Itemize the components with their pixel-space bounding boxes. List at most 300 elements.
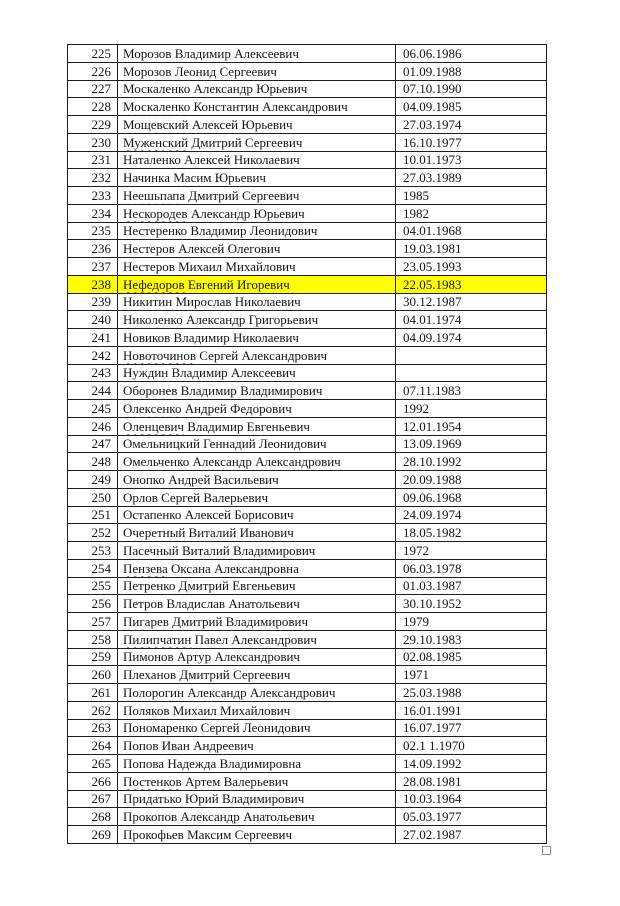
name-word: Алексеевич [230,365,296,381]
row-number-cell: 244 [68,382,118,400]
name-word: Муженский [123,134,189,150]
birthdate-cell: 24.09.1974 [396,506,547,524]
person-name-cell [118,400,396,418]
birthdate-cell: 29.10.1983 [396,630,547,648]
table-row [68,45,547,63]
birthdate-cell: 30.12.1987 [396,293,547,311]
person-name-cell [118,151,396,169]
name-word: Геннадий [203,436,256,452]
name-word: Александрович [249,684,336,700]
table-row [68,648,547,666]
name-word: Дмитрий [188,187,239,203]
name-word: Евгений [187,276,234,292]
birthdate-cell: 1979 [396,613,547,631]
name-word: Андрей [168,471,211,487]
name-word: Владимирович [221,791,305,807]
table-row [68,133,547,151]
person-name-cell [118,826,396,844]
row-number-cell: 240 [68,311,118,329]
person-name-cell [118,701,396,719]
table-row [68,577,547,595]
name-word: Федорович [230,400,292,416]
person-name-cell [118,772,396,790]
name-word: Виталий [188,525,237,541]
birthdate-cell: 02.1 1.1970 [396,737,547,755]
name-word: Юрьевич [256,81,308,97]
row-number-cell: 233 [68,187,118,205]
name-word: Артур [176,649,212,665]
name-word: Алексеевич [234,45,299,61]
row-number-cell: 235 [68,222,118,240]
birthdate-cell: 1992 [396,400,547,418]
table-row [68,542,547,560]
row-number-cell: 251 [68,506,118,524]
name-word: Валерьевич [223,773,289,789]
row-number-cell: 269 [68,826,118,844]
row-number-cell: 230 [68,133,118,151]
person-name-cell [118,311,396,329]
name-word: Александр [187,684,247,700]
name-word: Михаил [172,702,217,718]
row-number-cell: 238 [68,275,118,293]
person-name-cell [118,62,396,80]
birthdate-cell: 04.09.1974 [396,329,547,347]
birthdate-cell: 1985 [396,187,547,205]
name-word: Леонидович [249,223,318,239]
birthdate-cell [396,364,547,382]
birthdate-cell: 01.03.1987 [396,577,547,595]
person-name-cell [118,417,396,435]
name-word: Артем [184,773,221,789]
name-word: Онопко [123,471,165,487]
name-word: Неешьпапа [123,187,186,203]
person-name-cell [118,453,396,471]
birthdate-cell: 07.10.1990 [396,80,547,98]
name-word: Пензева [123,560,168,576]
name-word: Сергеевич [241,187,300,203]
name-word: Сергеевич [232,667,291,683]
name-word: Нестеренко [123,223,188,239]
name-word: Владимир [190,223,247,239]
person-name-cell [118,666,396,684]
row-number-cell: 225 [68,45,118,63]
table-body [68,45,547,844]
name-word: Борисович [234,507,294,523]
name-word: Морозов [123,45,172,61]
table-resize-handle-icon[interactable] [542,846,551,855]
table-row [68,275,547,293]
name-word: Мощевский [123,116,189,132]
name-word: Павел [194,631,229,647]
person-name-cell [118,364,396,382]
birthdate-cell: 1971 [396,666,547,684]
person-name-cell [118,577,396,595]
table-row [68,524,547,542]
name-word: Начинка [123,170,170,186]
row-number-cell: 256 [68,595,118,613]
person-name-cell [118,275,396,293]
name-word: Плеханов [123,667,177,683]
name-word: Постенков [123,773,182,789]
birthdate-cell: 28.08.1981 [396,772,547,790]
table-row [68,382,547,400]
name-word: Юрьевич [253,205,305,221]
table-row [68,169,547,187]
name-word: Александр [185,312,246,328]
name-word: Москаленко [123,99,191,115]
row-number-cell: 257 [68,613,118,631]
name-word: Юрий [184,791,219,807]
name-word: Игоревич [236,276,290,292]
name-word: Нескородев [123,205,188,221]
birthdate-cell: 06.06.1986 [396,45,547,63]
person-name-cell [118,435,396,453]
row-number-cell: 234 [68,204,118,222]
name-word: Очеретный [123,525,186,541]
name-word: Пилипчатин [123,631,192,647]
row-number-cell: 265 [68,755,118,773]
person-name-cell [118,630,396,648]
name-word: Владимирович [225,613,308,629]
birthdate-cell: 16.07.1977 [396,719,547,737]
name-word: Оленцевич [123,418,184,434]
name-word: Михайлович [225,258,296,274]
table-row [68,346,547,364]
person-name-cell [118,222,396,240]
person-name-cell [118,506,396,524]
name-word: Александрович [214,649,300,665]
birthdate-cell: 16.01.1991 [396,701,547,719]
row-number-cell: 239 [68,293,118,311]
name-word: Петров [123,596,164,612]
row-number-cell: 263 [68,719,118,737]
name-word: Владимировна [219,755,302,771]
birthdate-cell: 20.09.1988 [396,471,547,489]
name-word: Максим [187,826,232,842]
birthdate-cell: 04.09.1985 [396,98,547,116]
name-word: Александр [193,81,253,97]
name-word: Пигарев [123,613,169,629]
name-word: Михаил [178,258,223,274]
name-word: Алексей [184,152,231,168]
name-word: Сергеевич [244,134,303,150]
birthdate-cell: 13.09.1969 [396,435,547,453]
person-name-cell [118,471,396,489]
birthdate-cell: 18.05.1982 [396,524,547,542]
name-word: Михайлович [220,702,291,718]
person-name-cell [118,258,396,276]
row-number-cell: 246 [68,417,118,435]
name-word: Москаленко [123,81,191,97]
name-word: Придатько [123,791,182,807]
table-row [68,240,547,258]
table-row [68,187,547,205]
row-number-cell: 258 [68,630,118,648]
table-row [68,293,547,311]
person-name-cell [118,595,396,613]
name-word: Остапенко [123,507,182,523]
person-name-cell [118,187,396,205]
name-word: Александр [180,809,240,825]
name-word: Попова [123,755,165,771]
row-number-cell: 268 [68,808,118,826]
name-word: Омельченко [123,454,190,470]
table-row [68,666,547,684]
row-number-cell: 262 [68,701,118,719]
name-word: Александровна [214,560,299,576]
birthdate-cell: 14.09.1992 [396,755,547,773]
row-number-cell: 242 [68,346,118,364]
row-number-cell: 237 [68,258,118,276]
name-word: Олексенко [123,400,182,416]
name-word: Николаевич [232,329,299,345]
person-name-cell [118,240,396,258]
birthdate-cell: 07.11.1983 [396,382,547,400]
name-word: Сергеевич [219,63,277,79]
name-word: Григорьевич [248,312,319,328]
table-row [68,772,547,790]
table-row [68,595,547,613]
table-row [68,116,547,134]
row-number-cell: 231 [68,151,118,169]
row-number-cell: 243 [68,364,118,382]
name-word: Масим [173,170,212,186]
name-word: Поляков [123,702,170,718]
name-word: Леонидович [258,436,327,452]
person-name-cell [118,524,396,542]
birthdate-cell: 16.10.1977 [396,133,547,151]
person-name-cell [118,488,396,506]
person-name-cell [118,116,396,134]
name-word: Владимирович [233,542,316,558]
row-number-cell: 229 [68,116,118,134]
table-row [68,826,547,844]
name-word: Юрьевич [214,170,266,186]
name-word: Нестеров [123,241,175,257]
birthdate-cell: 19.03.1981 [396,240,547,258]
table-row [68,453,547,471]
name-word: Иван [161,738,190,754]
person-name-cell [118,808,396,826]
name-word: Никитин [123,294,173,310]
name-word: Сергей [199,347,239,363]
name-word: Сергеевич [234,826,293,842]
table-row [68,719,547,737]
row-number-cell: 253 [68,542,118,560]
name-word: Валерьевич [203,489,268,505]
row-number-cell: 267 [68,790,118,808]
person-name-cell [118,293,396,311]
name-word: Владимир [180,383,237,399]
birthdate-cell: 28.10.1992 [396,453,547,471]
row-number-cell: 236 [68,240,118,258]
name-word: Александрович [262,99,348,115]
row-number-cell: 245 [68,400,118,418]
name-word: Анатольевич [243,809,315,825]
table-row [68,613,547,631]
name-word: Николаевич [234,294,301,310]
birthdate-cell: 22.05.1983 [396,275,547,293]
name-word: Николенко [123,312,183,328]
table-row [68,98,547,116]
row-number-cell: 264 [68,737,118,755]
name-word: Мирослав [175,294,232,310]
birthdate-cell: 23.05.1993 [396,258,547,276]
table-row [68,808,547,826]
table-row [68,311,547,329]
name-word: Омельницкий [123,436,200,452]
person-name-cell [118,559,396,577]
row-number-cell: 250 [68,488,118,506]
table-row [68,471,547,489]
name-word: Анатольевич [228,596,300,612]
table-row [68,755,547,773]
row-number-cell: 266 [68,772,118,790]
name-word: Пимонов [123,649,174,665]
table-row [68,80,547,98]
table-row [68,559,547,577]
birthdate-cell: 04.01.1974 [396,311,547,329]
name-word: Оборонев [123,383,178,399]
person-name-cell [118,648,396,666]
name-word: Нуждин [123,365,169,381]
row-number-cell: 232 [68,169,118,187]
row-number-cell: 255 [68,577,118,595]
name-word: Александр [192,454,252,470]
person-name-cell [118,755,396,773]
name-word: Николаевич [233,152,300,168]
name-word: Пасечный [123,542,179,558]
birthdate-cell [396,346,547,364]
row-number-cell: 249 [68,471,118,489]
name-word: Новиков [123,329,171,345]
birthdate-cell: 1982 [396,204,547,222]
birthdate-cell: 10.01.1973 [396,151,547,169]
row-number-cell: 227 [68,80,118,98]
person-list-table [67,44,547,844]
person-name-cell [118,542,396,560]
birthdate-cell: 06.03.1978 [396,559,547,577]
table-row [68,488,547,506]
birthdate-cell: 10.03.1964 [396,790,547,808]
person-name-cell [118,737,396,755]
name-word: Евгеньевич [246,418,310,434]
table-row [68,506,547,524]
name-word: Владимир [171,365,228,381]
table-row [68,630,547,648]
table-row [68,400,547,418]
name-word: Дмитрий [172,613,223,629]
name-word: Пономаренко [123,720,198,736]
name-word: Надежда [167,755,217,771]
birthdate-cell: 09.06.1968 [396,488,547,506]
name-word: Олегович [227,241,281,257]
name-word: Владимир [174,45,231,61]
name-word: Александрович [255,454,341,470]
person-name-cell [118,98,396,116]
birthdate-cell: 27.02.1987 [396,826,547,844]
person-name-cell [118,169,396,187]
name-word: Сергей [200,720,240,736]
table-row [68,329,547,347]
table-row [68,151,547,169]
name-word: Владислав [166,596,226,612]
person-name-cell [118,80,396,98]
name-word: Нестеров [123,258,175,274]
row-number-cell: 226 [68,62,118,80]
birthdate-cell: 12.01.1954 [396,417,547,435]
name-word: Прокопов [123,809,178,825]
table-row [68,435,547,453]
name-word: Дмитрий [178,578,229,594]
name-word: Нефедоров [123,276,185,292]
name-word: Владимир [173,329,230,345]
row-number-cell: 261 [68,684,118,702]
name-word: Евгеньевич [232,578,296,594]
row-number-cell: 228 [68,98,118,116]
person-name-cell [118,684,396,702]
birthdate-cell: 1972 [396,542,547,560]
row-number-cell: 252 [68,524,118,542]
table-row [68,222,547,240]
row-number-cell: 247 [68,435,118,453]
row-number-cell: 241 [68,329,118,347]
name-word: Алексей [191,116,239,132]
name-word: Леонидович [242,720,311,736]
name-word: Андреевич [193,738,254,754]
table-row [68,684,547,702]
table-row [68,62,547,80]
birthdate-cell: 27.03.1989 [396,169,547,187]
name-word: Константин [193,99,259,115]
table-row [68,258,547,276]
table-row [68,737,547,755]
name-word: Александрович [241,347,328,363]
birthdate-cell: 25.03.1988 [396,684,547,702]
row-number-cell: 259 [68,648,118,666]
name-word: Оксана [171,560,211,576]
row-number-cell: 260 [68,666,118,684]
row-number-cell: 254 [68,559,118,577]
table-row [68,204,547,222]
birthdate-cell: 02.08.1985 [396,648,547,666]
birthdate-cell: 01.09.1988 [396,62,547,80]
name-word: Алексей [184,507,231,523]
name-word: Владимир [187,418,244,434]
name-word: Алексей [178,241,225,257]
name-word: Новоточинов [123,347,197,363]
name-word: Попов [123,738,159,754]
person-name-cell [118,204,396,222]
name-word: Виталий [181,542,230,558]
name-word: Орлов [123,489,158,505]
row-number-cell: 248 [68,453,118,471]
person-name-cell [118,133,396,151]
name-word: Васильевич [213,471,279,487]
person-name-cell [118,719,396,737]
person-name-cell [118,382,396,400]
name-word: Сергей [161,489,201,505]
person-name-cell [118,346,396,364]
person-name-cell [118,790,396,808]
name-word: Иванович [239,525,294,541]
name-word: Юрьевич [241,116,293,132]
name-word: Андрей [184,400,227,416]
table-row [68,701,547,719]
name-word: Полорогин [123,684,184,700]
name-word: Дмитрий [179,667,230,683]
person-name-cell [118,329,396,347]
